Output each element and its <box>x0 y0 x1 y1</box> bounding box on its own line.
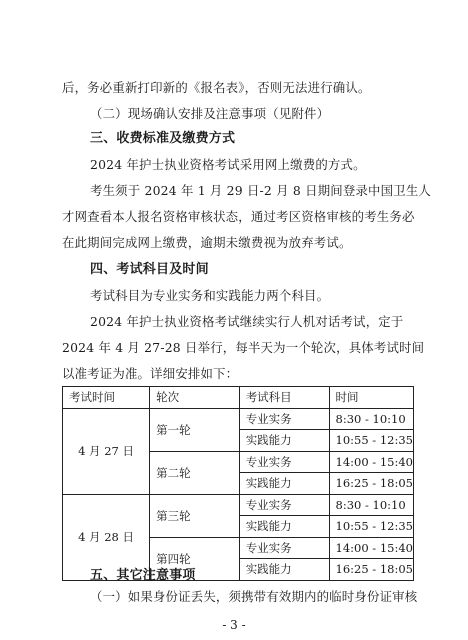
subject-cell: 实践能力 <box>239 559 329 581</box>
subject-cell: 实践能力 <box>239 516 329 538</box>
paragraph-payment-line-2: 才网查看本人报名资格审核状态，通过考区资格审核的考生务必 <box>62 209 415 224</box>
section-heading-fees: 三、收费标准及缴费方式 <box>90 131 236 146</box>
round-cell: 第四轮 <box>150 537 240 580</box>
table-header-row <box>63 387 414 409</box>
time-cell: 10:55 - 12:35 <box>329 516 413 538</box>
table-row <box>63 494 414 516</box>
paragraph-online-payment: 2024 年护士执业资格考试采用网上缴费的方式。 <box>90 157 366 172</box>
paragraph-id-lost: （一）如果身份证丢失，须携带有效期内的临时身份证审核 <box>90 589 418 604</box>
time-cell: 8:30 - 10:10 <box>329 408 413 430</box>
paragraph-subjects: 考试科目为专业实务和实践能力两个科目。 <box>90 288 330 303</box>
header-time: 时间 <box>329 387 413 409</box>
paragraph-payment-line-3: 在此期间完成网上缴费，逾期未缴费视为放弃考试。 <box>62 235 352 250</box>
header-round: 轮次 <box>150 387 240 409</box>
subject-cell: 专业实务 <box>239 408 329 430</box>
subsection-onsite-confirm: （二）现场确认安排及注意事项（见附件） <box>90 106 330 121</box>
table-row <box>63 408 414 430</box>
time-cell: 16:25 - 18:05 <box>329 559 413 581</box>
subject-cell: 专业实务 <box>239 451 329 473</box>
section-heading-subjects: 四、考试科目及时间 <box>90 262 209 277</box>
round-cell: 第二轮 <box>150 451 240 494</box>
header-subject: 考试科目 <box>239 387 329 409</box>
time-cell: 8:30 - 10:10 <box>329 494 413 516</box>
exam-schedule-table <box>62 386 414 581</box>
subject-cell: 实践能力 <box>239 430 329 452</box>
time-cell: 14:00 - 15:40 <box>329 537 413 559</box>
paragraph-exam-line-1: 2024 年护士执业资格考试继续实行人机对话考试，定于 <box>90 314 404 329</box>
paragraph-payment-line-1: 考生须于 2024 年 1 月 29 日-2 月 8 日期间登录中国卫生人 <box>90 183 432 198</box>
round-cell: 第三轮 <box>150 494 240 537</box>
subject-cell: 实践能力 <box>239 473 329 495</box>
header-exam-date: 考试时间 <box>63 387 150 409</box>
section-heading-other-notes: 五、其它注意事项 <box>90 568 196 583</box>
page-number: - 3 - <box>222 618 246 632</box>
subject-cell: 专业实务 <box>239 537 329 559</box>
paragraph-exam-line-2: 2024 年 4 月 27-28 日举行，每半天为一个轮次，具体考试时间 <box>62 340 425 355</box>
round-cell: 第一轮 <box>150 408 240 451</box>
paragraph-confirm-note: 后，务必重新打印新的《报名表》，否则无法进行确认。 <box>62 80 371 95</box>
paragraph-exam-line-3: 以准考证为准。详细安排如下： <box>62 366 239 381</box>
time-cell: 14:00 - 15:40 <box>329 451 413 473</box>
subject-cell: 专业实务 <box>239 494 329 516</box>
time-cell: 10:55 - 12:35 <box>329 430 413 452</box>
date-cell: 4 月 28 日 <box>63 494 150 580</box>
date-cell: 4 月 27 日 <box>63 408 150 494</box>
time-cell: 16:25 - 18:05 <box>329 473 413 495</box>
